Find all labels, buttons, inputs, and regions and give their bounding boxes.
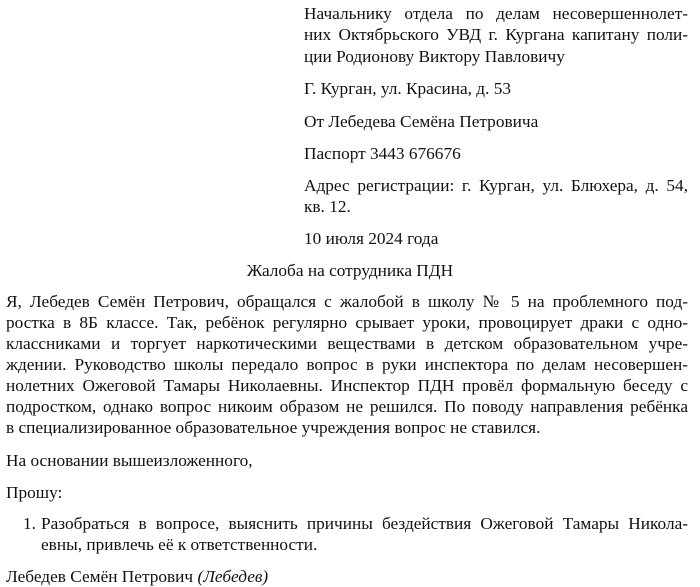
paragraph-line-4: ждении. Руководство школы передало вопрос в руки инспектора по делам несовершен-: [6, 355, 688, 374]
addressee-line-1: Начальнику отдела по делам несовершеннолет-: [304, 4, 688, 23]
list-item-number: 1.: [23, 514, 36, 533]
sender-name: От Лебедева Семёна Петровича: [304, 112, 539, 131]
document-title: Жалоба на сотрудника ПДН: [246, 261, 454, 280]
paragraph-line-5: нолетних Ожеговой Тамары Николаевны. Инспектор ПДН провёл формальную беседу с: [6, 376, 688, 395]
addressee-line-2: них Октябрьского УВД г. Кургана капитану поли-: [304, 25, 688, 44]
paragraph-line-6: подростком, однако вопрос никоим образом не решился. По поводу направления ребёнка: [6, 397, 688, 416]
registration-line-2: кв. 12.: [304, 197, 351, 216]
signature-line: [6, 567, 268, 587]
signer-name: Лебедев Семён Петрович: [6, 567, 194, 586]
paragraph-line-7: в специализированное образовательное учреждения вопрос не ставился.: [6, 418, 541, 437]
request-heading: Прошу:: [6, 483, 63, 502]
addressee-address: Г. Курган, ул. Красина, д. 53: [304, 79, 512, 98]
registration-line-1: Адрес регистрации: г. Курган, ул. Блюхера, д. 54,: [304, 176, 688, 195]
addressee-line-3: ции Родионову Виктору Павловичу: [304, 47, 565, 66]
signature: (Лебедев): [197, 567, 269, 586]
list-item-line-1: Разобраться в вопросе, выяснить причины бездействия Ожеговой Тамары Никола-: [41, 514, 688, 533]
paragraph-line-1: Я, Лебедев Семён Петрович, обращался с жалобой в школу № 5 на проблемного под-: [6, 292, 688, 311]
list-item-line-2: евны, привлечь её к ответственности.: [41, 535, 318, 554]
paragraph-line-3: классниками и торгует наркотическими веществами в детском образовательном учре-: [6, 334, 688, 353]
sender-passport: Паспорт 3443 676676: [304, 144, 461, 163]
document-date: 10 июля 2024 года: [304, 229, 439, 248]
paragraph-line-2: ростка в 8Б классе. Так, ребёнок регулярно срывает уроки, провоцирует драки с одно-: [6, 313, 688, 332]
basis-text: На основании вышеизложенного,: [6, 451, 253, 470]
